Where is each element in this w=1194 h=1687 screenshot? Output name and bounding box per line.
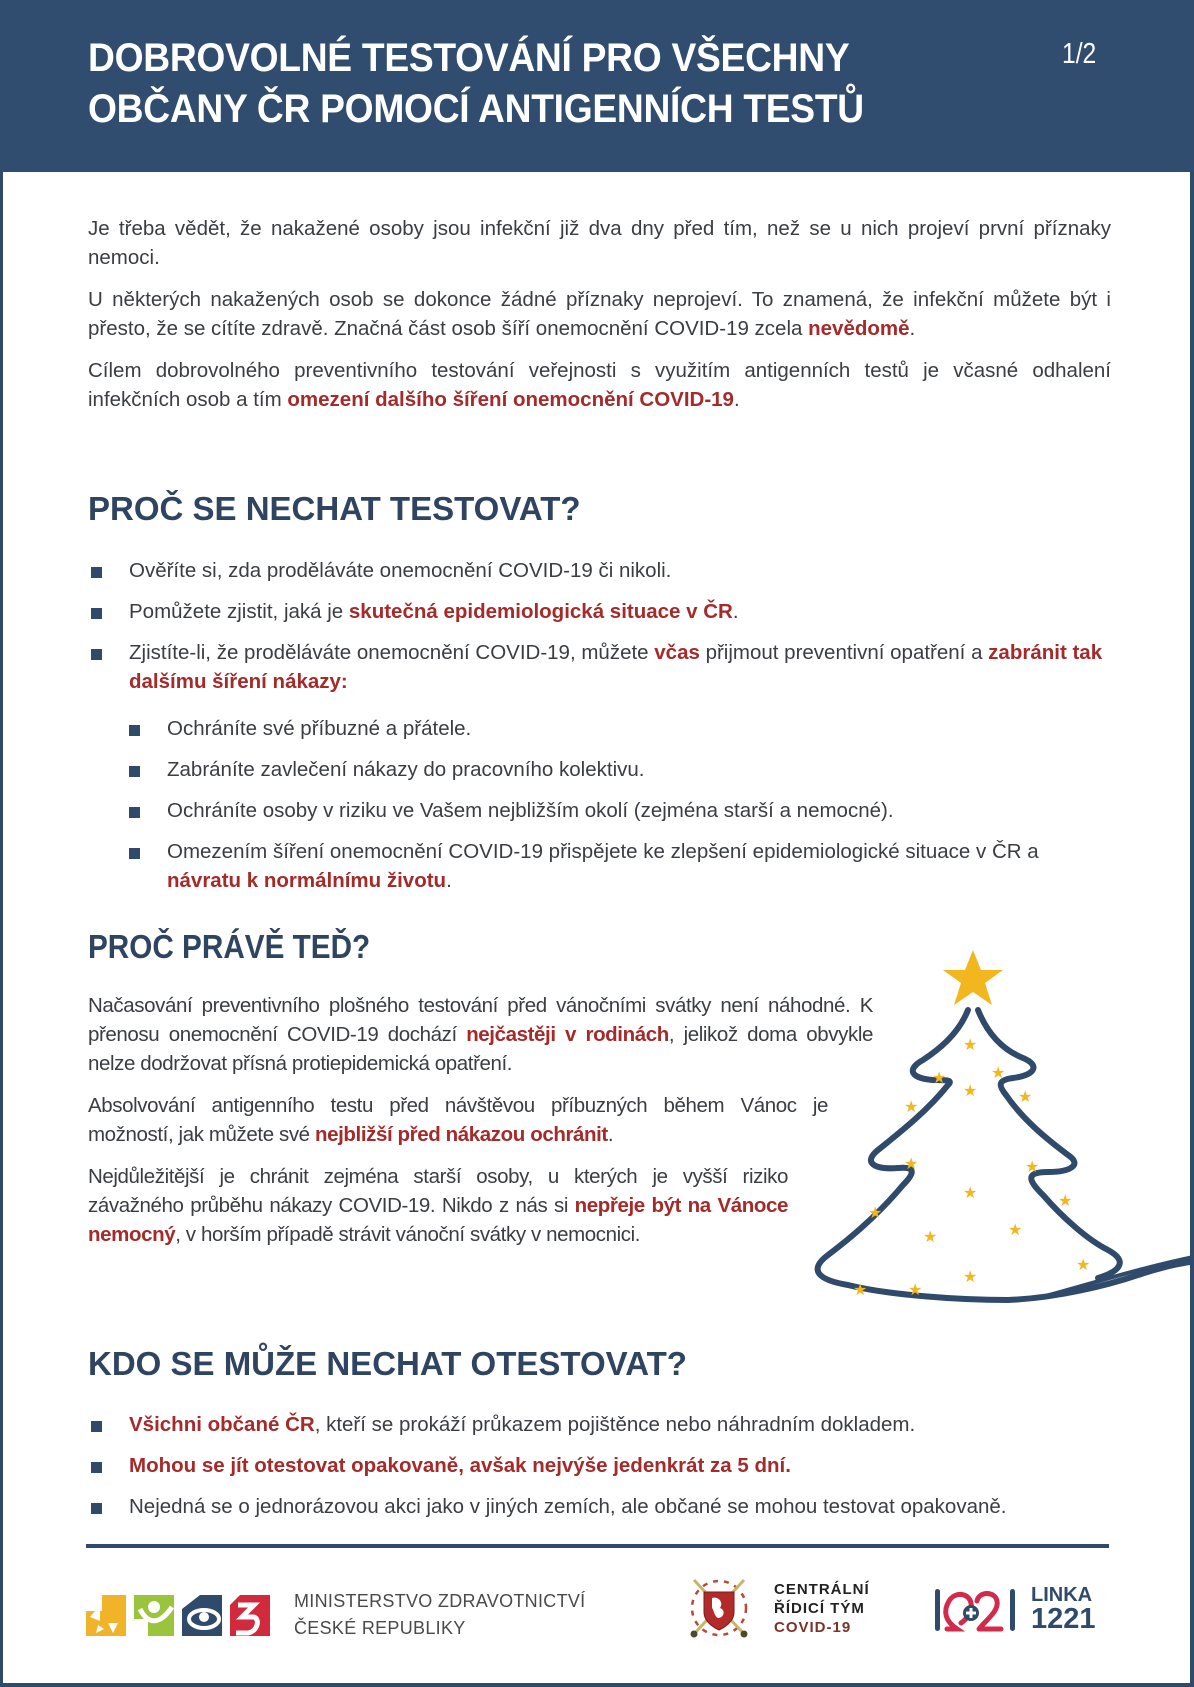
highlight-text: nejbližší před nákazou ochránit [314,1123,608,1146]
section-heading: PROČ SE NECHAT TESTOVAT? [88,490,581,527]
star-icon: ★ [932,1068,947,1087]
page-title [88,33,864,135]
list-item [88,1410,1128,1439]
ground-swoosh [1038,1255,1194,1298]
item-text: Pomůžete zjistit, jaká je [129,600,349,623]
star-icon: ★ [1018,1087,1033,1106]
square-bullet-icon [129,725,140,736]
sublist-item [126,796,1111,825]
footer-divider [86,1544,1109,1548]
logo-tile-green-icon [134,1595,174,1636]
paragraph-text: Cílem dobrovolného preventivního testování veřejnosti s využitím antigenních testů je včasné odhalení infekčních osob a tím [88,359,1111,411]
hotline-1221-logo [933,1585,1096,1633]
why-now-section [88,927,873,1262]
square-bullet-icon [91,649,102,660]
item-text: , kteří se prokáží průkazem pojištěnce nebo náhradním dokladem. [314,1413,916,1436]
highlight-text: nejčastěji v rodinách [466,1023,669,1046]
logo-tile-blue-icon [182,1595,222,1636]
section-heading: PROČ PRÁVĚ TEĎ? [88,928,371,965]
highlight-text: Mohou se jít otestovat opakovaně, avšak nejvýše jedenkrát za 5 dní. [129,1454,791,1477]
crt-line-3: COVID-19 [774,1618,852,1636]
highlight-text: omezení dalšího šíření onemocnění COVID-19 [287,388,734,411]
now-paragraph-1 [88,991,873,1078]
intro-paragraph-2 [88,285,1111,343]
list-item [88,556,1111,585]
coat-of-arms-icon [684,1572,754,1644]
star-icon: ★ [853,1280,868,1299]
item-text: přijmout preventivní opatření a [699,641,989,664]
hotline-number: 1221 [1031,1603,1096,1635]
why-test-section [88,489,1111,907]
star-icon: ★ [963,1183,978,1202]
square-bullet-icon [129,848,140,859]
ministry-name [294,1588,585,1642]
now-paragraph-2 [88,1091,828,1149]
star-icon: ★ [1058,1191,1073,1210]
star-icon: ★ [868,1203,883,1222]
crt-label [774,1580,870,1637]
paragraph-text: U některých nakažených osob se dokonce žádné příznaky neprojeví. To znamená, že infekční můžete být i přesto, že se cítíte zdravě. Značná část osob šíří onemocnění COVID-19 zcela [88,288,1111,340]
star-icon: ★ [923,1227,938,1246]
crt-line-2: ŘÍDICÍ TÝM [774,1599,865,1617]
list-item [88,1451,1128,1480]
star-icon: ★ [904,1097,919,1116]
tree-outline-right [978,1010,1120,1278]
star-icon: ★ [904,1154,919,1173]
item-text: Ochráníte osoby v riziku ve Vašem nejbližším okolí (zejména starší a nemocné). [167,799,894,822]
paragraph-text: Absolvování antigenního testu před návštěvou příbuzných během Vánoc je možností, jak můžete své [88,1094,828,1146]
tree-outline-left [818,1010,1194,1300]
paragraph-text: Načasování preventivního plošného testování před vánočními svátky není náhodné. K přenosu onemocnění COVID-19 dochází [88,994,873,1046]
intro-section [88,214,1111,414]
item-text: Zabráníte zavlečení nákazy do pracovního kolektivu. [167,758,645,781]
intro-paragraph-3 [88,356,1111,414]
star-icon: ★ [908,1280,923,1299]
highlight-text: Všichni občané ČR [129,1413,315,1436]
highlight-text: zabránit tak dalšímu šíření nákazy: [129,641,1103,693]
ministry-logo-tiles [86,1595,270,1636]
highlight-text: návratu k normálnímu životu [167,869,447,892]
paragraph-end: . [909,317,916,340]
item-text: Ochráníte své příbuzné a přátele. [167,717,472,740]
highlight-text: skutečná epidemiologická situace v ČR [348,600,733,623]
star-icon: ★ [1008,1220,1023,1239]
title-line-1: DOBROVOLNÉ TESTOVÁNÍ PRO VŠECHNY [88,36,850,80]
hotline-label-text: LINKA [1031,1584,1093,1606]
square-bullet-icon [91,1462,102,1473]
star-icon: ★ [1025,1157,1040,1176]
square-bullet-icon [91,608,102,619]
star-icon: ★ [991,1063,1006,1082]
paragraph-text: . [607,1123,614,1146]
item-text-end: . [732,600,739,623]
ministry-logo [86,1588,585,1642]
page-header [0,0,1194,172]
intro-paragraph-1: Je třeba vědět, že nakažené osoby jsou infekční již dva dny před tím, než se u nich projeví první příznaky nemoci. [88,217,1111,269]
now-paragraph-3 [88,1162,788,1249]
square-bullet-icon [91,567,102,578]
who-can-test-section [88,1344,1128,1533]
logo-tile-red-icon [230,1595,270,1636]
tree-top-star-icon [943,950,1003,1005]
crt-line-1: CENTRÁLNÍ [774,1580,870,1598]
square-bullet-icon [91,1421,102,1432]
paragraph-text: , jelikož doma obvykle nelze dodržovat přísná protiepidemická opatření. [88,1023,873,1075]
paragraph-text: , v horším případě strávit vánoční svátky v nemocnici. [175,1223,641,1246]
christmas-tree-illustration [808,950,1194,1310]
item-text: Ověříte si, zda proděláváte onemocnění COVID-19 či nikoli. [129,559,672,582]
tree-stars [943,950,1003,1005]
hotline-label [1031,1585,1096,1633]
central-crisis-team-logo [684,1572,870,1644]
list-item [88,638,1111,696]
item-text-end: . [446,869,452,892]
star-icon: ★ [963,1081,978,1100]
sublist-item [126,837,1111,895]
square-bullet-icon [91,1503,102,1514]
highlight-text: nevědomě [808,317,910,340]
highlight-text: nepřeje být na Vánoce nemocný [88,1194,788,1246]
star-icon: ★ [963,1267,978,1286]
ministry-name-line-1: MINISTERSTVO ZDRAVOTNICTVÍ [294,1591,586,1611]
item-text: Omezením šíření onemocnění COVID-19 přispějete ke zlepšení epidemiologické situace v ČR a [167,840,1039,863]
main-content [88,214,1111,1518]
highlight-text: včas [654,641,700,664]
title-line-2: OBČANY ČR POMOCÍ ANTIGENNÍCH TESTŮ [88,87,864,131]
list-item [88,1492,1128,1521]
square-bullet-icon [129,807,140,818]
who-list [88,1410,1128,1521]
paragraph-text: Nejdůležitější je chránit zejména starší osoby, u kterých je vyšší riziko závažného průběhu nákazy COVID-19. Nikdo z nás si [88,1165,788,1217]
list-item [88,597,1111,626]
ministry-name-line-2: ČESKÉ REPUBLIKY [294,1618,466,1638]
page-number: 1/2 [1062,38,1097,70]
sublist-item [126,714,1111,743]
square-bullet-icon [129,766,140,777]
why-list [88,556,1111,696]
sublist-item [126,755,1111,784]
item-text: Zjistíte-li, že proděláváte onemocnění COVID-19, můžete [129,641,655,664]
why-sublist [126,714,1111,895]
star-icon: ★ [963,1035,978,1054]
section-heading: KDO SE MŮŽE NECHAT OTESTOVAT? [88,1345,687,1382]
hotline-logo-icon [933,1585,1017,1633]
logo-tile-yellow-icon [86,1595,126,1636]
star-icon: ★ [1076,1255,1091,1274]
item-text: Nejedná se o jednorázovou akci jako v jiných zemích, ale občané se mohou testovat opakovaně. [129,1495,1007,1518]
paragraph-end: . [733,388,740,411]
